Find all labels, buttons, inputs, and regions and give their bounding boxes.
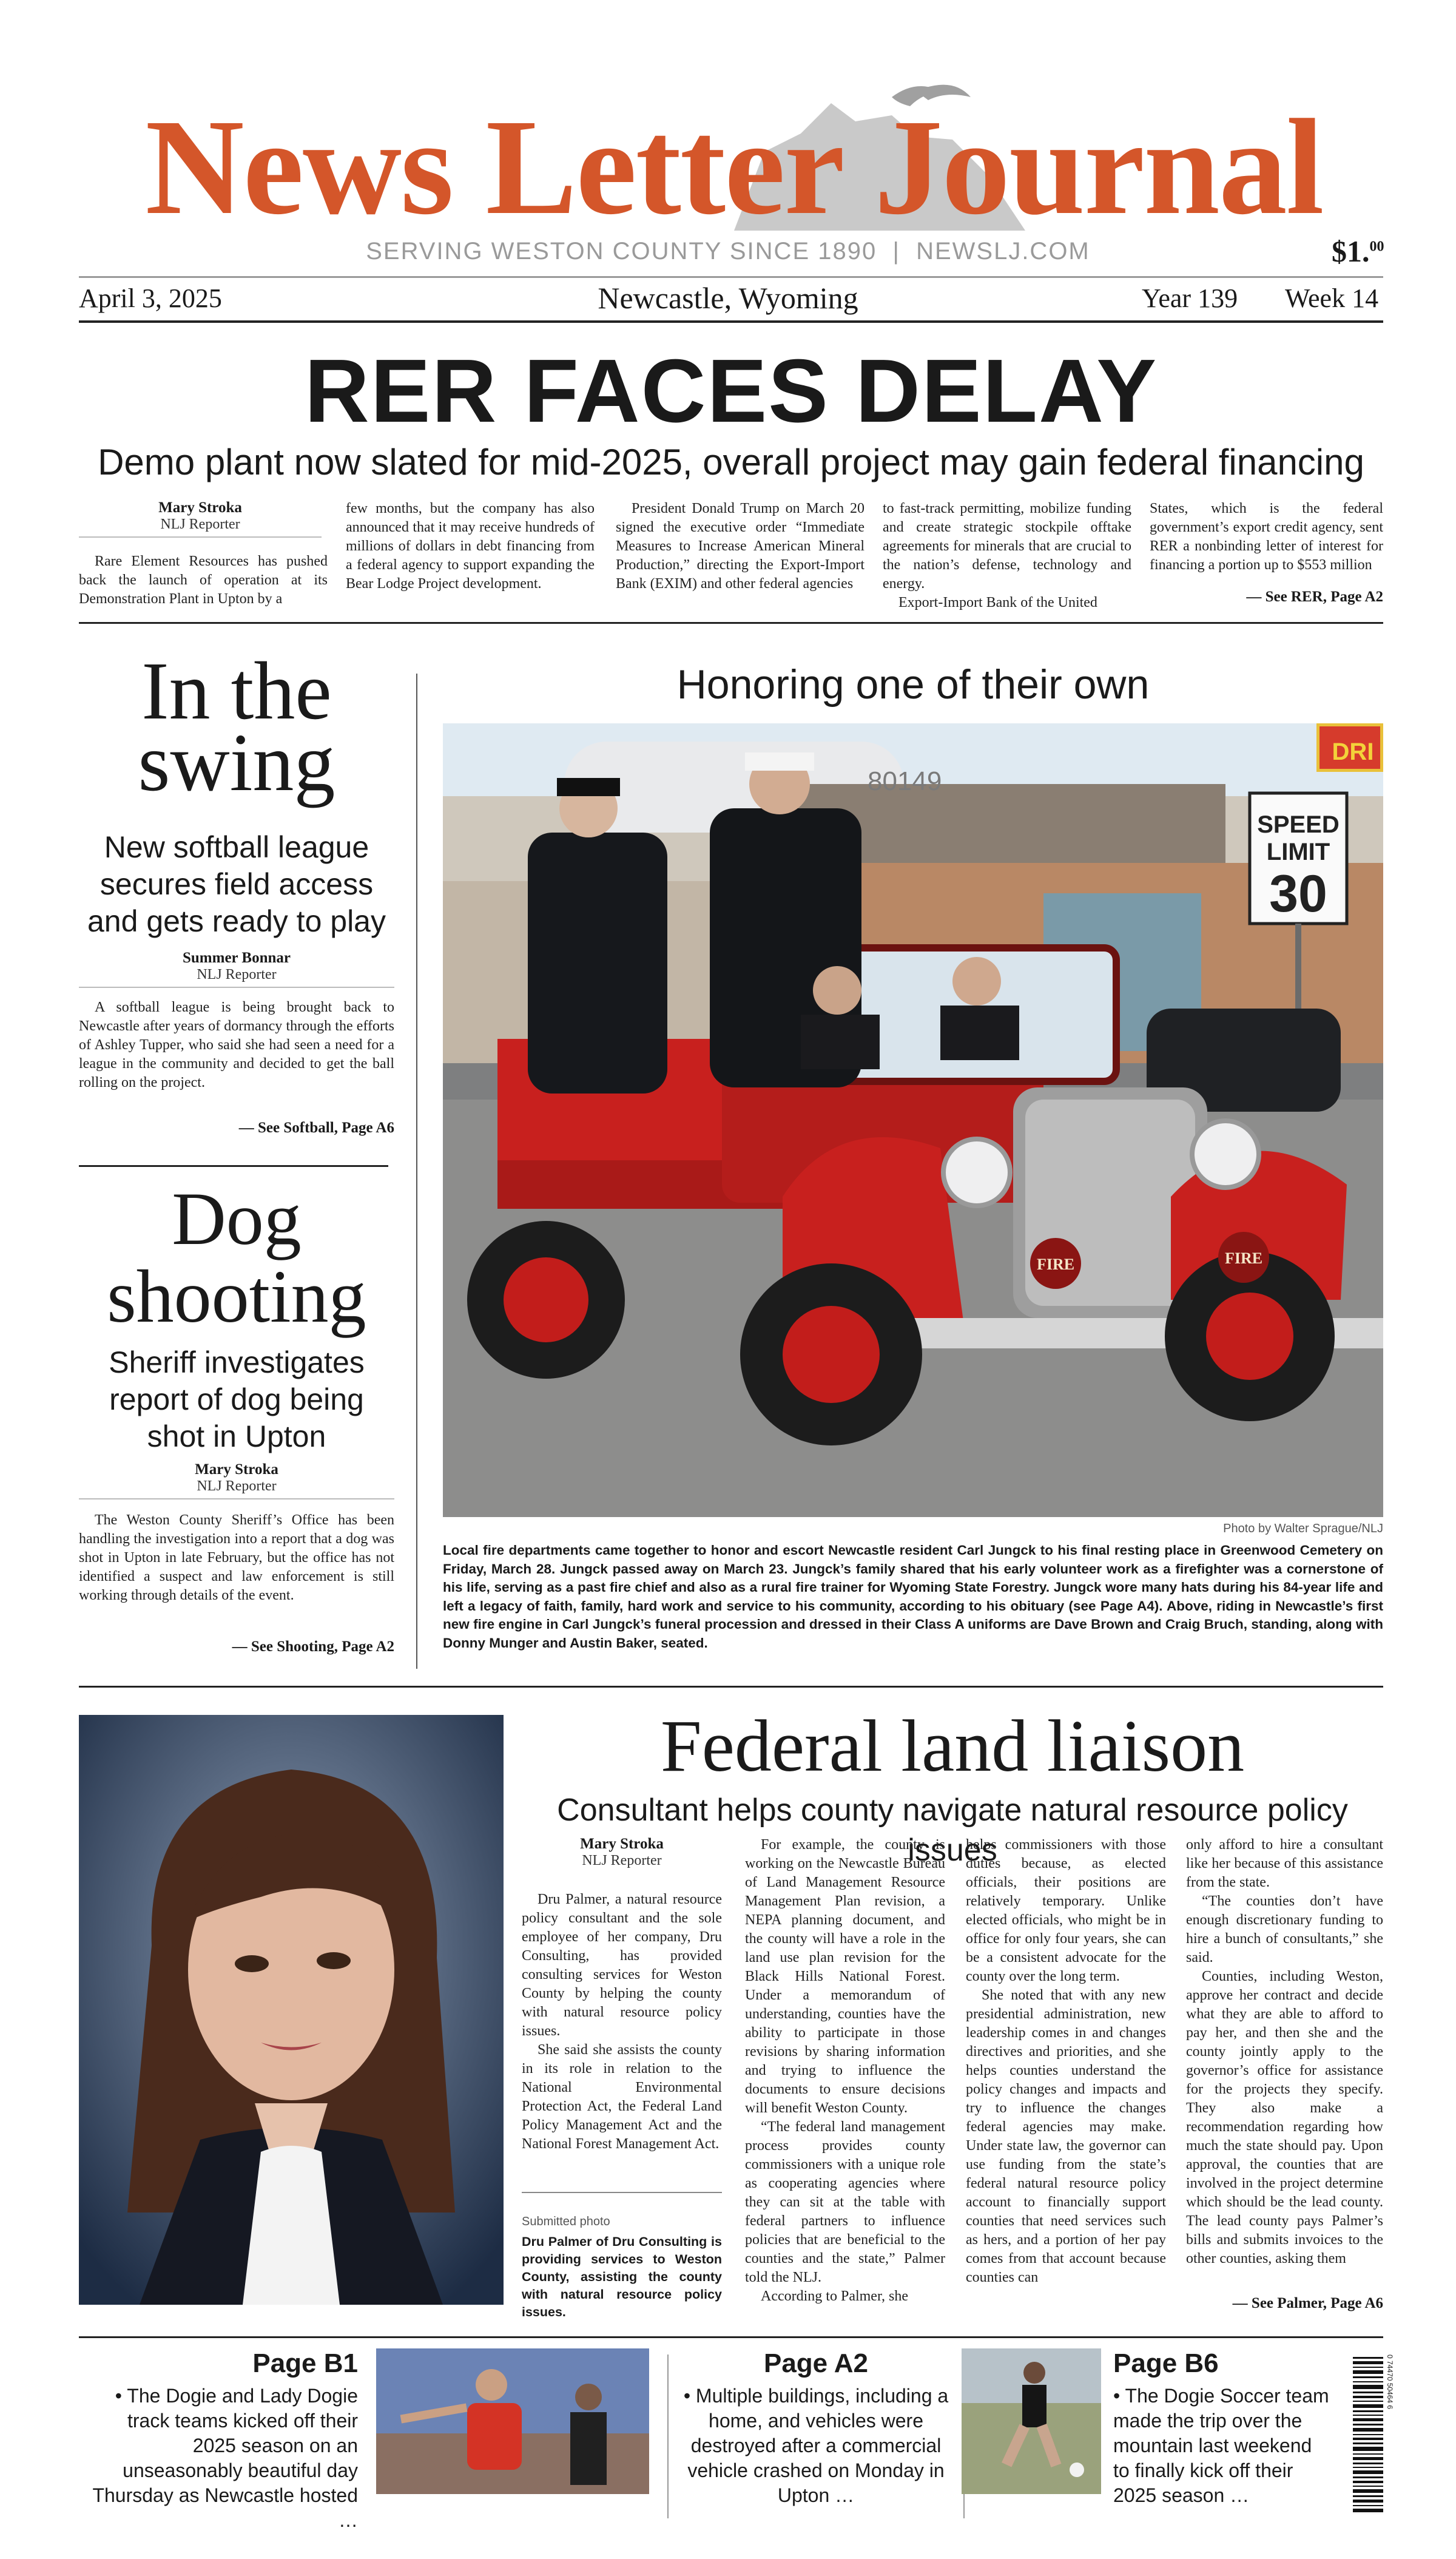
portrait-image (79, 1715, 504, 2305)
lead-col-4 (883, 499, 1131, 612)
paragraph: States, which is the federal government’s export credit agency, sent RER a nonbinding letter of interest for financing a portion up to $553 million (1150, 501, 1383, 573)
teaser-b6[interactable] (962, 2348, 1338, 2524)
teaser-page-label: Page A2 (763, 2348, 868, 2378)
paragraph: President Donald Trump on March 20 signed the executive order “Immediate Measures to Increase American Mineral Production,” directing the Export-Import Bank (EXIM) and other federal agencies (616, 501, 864, 592)
dru-palmer-portrait (79, 1715, 504, 2305)
byline-title: NLJ Reporter (582, 1853, 662, 1868)
teaser-top-rule (79, 2336, 1383, 2338)
softball-body (79, 998, 394, 1092)
paragraph: She said she assists the county in its role in relation to the National Environmental Protection Act, the Federal Land Policy Management Act and the National Forest Management Act. (522, 2042, 722, 2152)
paragraph: A softball league is being brought back to Newcastle after years of dormancy through the efforts of Ashley Tupper, who said she had seen a need for a league in the community and decided to get the ball rolling on the project. (79, 999, 394, 1090)
liaison-col-1 (522, 1890, 722, 2154)
paragraph: She noted that with any new presidential administration, new leadership comes in and changes directives and priorities, and she helps counties understand the policy changes and impacts and try to influence the changes federal agencies may make. Under state law, the governor can use funding from the state’s federal natural resource policy account to financially support counties that need services such as hers, and a portion of her pay comes from that account because counties can (966, 1987, 1166, 2285)
masthead-rule-top (79, 276, 1383, 278)
dog-story (79, 1177, 394, 1666)
price (1332, 234, 1384, 269)
barcode-number: 0 74470 50464 6 (1386, 2354, 1394, 2410)
dog-jump-link[interactable]: — See Shooting, Page A2 (232, 1638, 394, 1655)
lead-story (0, 331, 1456, 634)
lead-col-2 (346, 499, 595, 593)
photo-feature-headline[interactable]: Honoring one of their own (676, 661, 1150, 708)
liaison-headline[interactable]: Federal land liaison (660, 1705, 1245, 1787)
barcode (1352, 2354, 1394, 2518)
issue-location: Newcastle, Wyoming (598, 281, 858, 315)
paragraph: According to Palmer, she (761, 2288, 908, 2304)
sign-number-text: 30 (1269, 865, 1327, 923)
store-sign-text: DRI (1332, 739, 1374, 765)
price-cents: 00 (1369, 238, 1384, 255)
dog-subhead: Sheriff investigates report of dog being shot in Upton (109, 1345, 365, 1453)
liaison-col-2 (745, 1836, 945, 2306)
liaison-byline (522, 1836, 722, 1869)
headline-line: In the (141, 646, 332, 737)
sign-speed-text: SPEED (1257, 811, 1340, 838)
paragraph: “The federal land management process provides county commissioners with a unique role as cooperating agencies where they can sit at the table with federal partners to influence policies that are beneficial to the counties and the state,” Palmer told the NLJ. (745, 2119, 945, 2285)
lead-col-3 (616, 499, 864, 593)
dog-body (79, 1511, 394, 1605)
paragraph: Counties, including Weston, approve her contract and decide what they are able to afford to pay her, and then she and the county jointly apply to the governor’s office for assistance for the projects they specify. They also make a recommendation regarding how much the state should pay. Upon approval, the counties that are involved in the project determine which should be the lead county. The lead county pays Palmer’s bills and submits invoices to the other counties, asking them (1186, 1969, 1383, 2267)
fire-badge-right-text: FIRE (1224, 1249, 1263, 1267)
softball-headline[interactable] (79, 646, 394, 808)
issue-week: Week 14 (1285, 283, 1379, 313)
teaser-divider-1 (667, 2354, 669, 2518)
lead-subhead: Demo plant now slated for mid-2025, overall project may gain federal financing (98, 442, 1364, 482)
liaison-col-3 (966, 1836, 1166, 2287)
byline-title: NLJ Reporter (160, 516, 240, 532)
paragraph: For example, the county is working on the Newcastle Bureau of Land Management Resource Management Plan revision, a NEPA planning document, and the county will have a role in the land use plan revision for the Black Hills National Forest. Under a memorandum of understanding, counties have the ability to participate in those revisions by sharing information and trying to influence the documents to ensure decisions will benefit Weston County. (745, 1837, 945, 2116)
paragraph: Export-Import Bank of the United (898, 595, 1097, 610)
lead-byline (79, 499, 322, 538)
softball-story (79, 646, 394, 1153)
photo-caption: Local fire departments came together to honor and escort Newcastle resident Carl Jungck to his final resting place in Greenwood Cemetery on Friday, March 28. Jungck passed away on March 23. Jungck’s family shared that his early volunteer work as a firefighter was a cornerstone of his life, serving as a past fire chief and also as a rural fire trainer for Wyoming State Forestry. Jungck wore many hats during his 84-year life and left a legacy of faith, family, hard work and service to his community, according to his obituary (see Page A4). Above, riding in Newcastle’s first new fire engine in Carl Jungck’s funeral procession and dressed in their Class A uniforms are Dave Brown and Craig Bruch, standing, along with Donny Munger and Austin Baker, seated. (443, 1543, 1383, 1651)
mid-page-rule (79, 1686, 1383, 1688)
softball-jump-link[interactable]: — See Softball, Page A6 (238, 1120, 394, 1136)
headline-line: Dog (172, 1177, 302, 1260)
teaser-text: • Multiple buildings, including a home, and vehicles were destroyed after a commercial vehicle crashed on Monday in Upton … (683, 2385, 949, 2506)
dog-byline (79, 1461, 394, 1499)
dog-headline[interactable] (79, 1177, 394, 1338)
masthead-tagline: SERVING WESTON COUNTY SINCE 1890 | NEWSLJ.COM (366, 238, 1090, 265)
masthead-rule-bottom (79, 320, 1383, 323)
lead-headline[interactable]: RER FACES DELAY (304, 341, 1158, 441)
teaser-a2[interactable] (673, 2348, 959, 2524)
byline-name: Summer Bonnar (182, 950, 291, 966)
fire-truck-photo (443, 723, 1383, 1517)
photo-credit: Photo by Walter Sprague/NLJ (1223, 1522, 1383, 1535)
sign-limit-text: LIMIT (1266, 839, 1330, 865)
portrait-caption-rule (522, 2192, 722, 2193)
fire-truck-scene (443, 723, 1383, 1517)
track-photo-image (376, 2348, 649, 2494)
masthead (0, 0, 1456, 331)
byline-name: Mary Stroka (158, 499, 242, 516)
rail-vertical-rule (416, 674, 417, 1669)
paragraph: only afford to hire a consultant like her because of this assistance from the state. (1186, 1837, 1383, 1890)
portrait-caption: Dru Palmer of Dru Consulting is providing services to Weston County, assisting the county with natural resource policy issues. (522, 2234, 722, 2319)
portrait-credit: Submitted photo (522, 2215, 610, 2228)
fire-badge-left-text: FIRE (1036, 1256, 1075, 1273)
lead-jump-link[interactable]: — See RER, Page A2 (1246, 589, 1383, 605)
left-rail-divider (79, 1165, 388, 1167)
paragraph: helps commissioners with those duties because, as elected officials, their positions are relatively temporary. Unlike elected officials, who might be in office for only four years, she can be a consistent advocate for the county over the long term. (966, 1837, 1166, 1984)
headline-line: shooting (107, 1255, 366, 1338)
teaser-text: • The Dogie Soccer team made the trip over the mountain last weekend to finally kick off their 2025 season … (1113, 2385, 1329, 2506)
price-dollars: $1. (1332, 234, 1370, 268)
teaser-text: • The Dogie and Lady Dogie track teams kicked off their 2025 season on an unseasonably beautiful day Thursday as Newcastle hosted … (92, 2385, 358, 2531)
liaison-jump-link[interactable]: — See Palmer, Page A6 (1232, 2295, 1383, 2311)
byline-name: Mary Stroka (195, 1461, 278, 1478)
lead-col-5 (1150, 499, 1383, 575)
softball-byline (79, 950, 394, 988)
lead-col-1 (79, 552, 328, 609)
issue-date: April 3, 2025 (79, 283, 222, 313)
paragraph: “The counties don’t have enough discretionary funding to hire a bunch of consultants,” she said. (1186, 1893, 1383, 1966)
softball-subhead: New softball league secures field access and gets ready to play (87, 830, 386, 938)
track-athlete-photo (376, 2348, 649, 2494)
truck-number-text: 80149 (868, 766, 942, 796)
teaser-page-label: Page B1 (252, 2348, 358, 2378)
paragraph: few months, but the company has also announced that it may receive hundreds of millions of dollars in debt financing from a federal agency to support expanding the Bear Lodge Project development. (346, 501, 595, 592)
headline-line: swing (138, 717, 335, 808)
byline-title: NLJ Reporter (197, 1478, 277, 1494)
paragraph: The Weston County Sheriff’s Office has been handling the investigation into a report that a dog was shot in Upton in late February, but the office has not identified a suspect and law enforcement is still working through details of the event. (79, 1512, 394, 1603)
soccer-player-photo (962, 2348, 1101, 2494)
byline-name: Mary Stroka (580, 1836, 664, 1852)
soccer-photo-image (962, 2348, 1101, 2494)
paragraph: to fast-track permitting, mobilize funding and create strategic stockpile offtake agreements for minerals that are crucial to the nation’s defense, technology and energy. (883, 501, 1131, 592)
liaison-col-4 (1186, 1836, 1383, 2268)
paragraph: Dru Palmer, a natural resource policy consultant and the sole employee of her company, Dru Consulting, has provided consulting services for Weston County by helping the county with natural resource policy issues. (522, 1891, 722, 2039)
byline-title: NLJ Reporter (197, 967, 277, 982)
lead-bottom-rule (79, 622, 1383, 624)
teaser-page-label: Page B6 (1113, 2348, 1219, 2378)
paragraph: Rare Element Resources has pushed back the launch of operation at its Demonstration Plant in Upton by a (79, 553, 328, 607)
teaser-b1[interactable] (79, 2348, 670, 2531)
liaison-subhead: Consultant helps county navigate natural resource policy issues (557, 1793, 1348, 1868)
issue-year: Year 139 (1142, 283, 1238, 313)
masthead-title[interactable]: News Letter Journal (145, 91, 1323, 243)
